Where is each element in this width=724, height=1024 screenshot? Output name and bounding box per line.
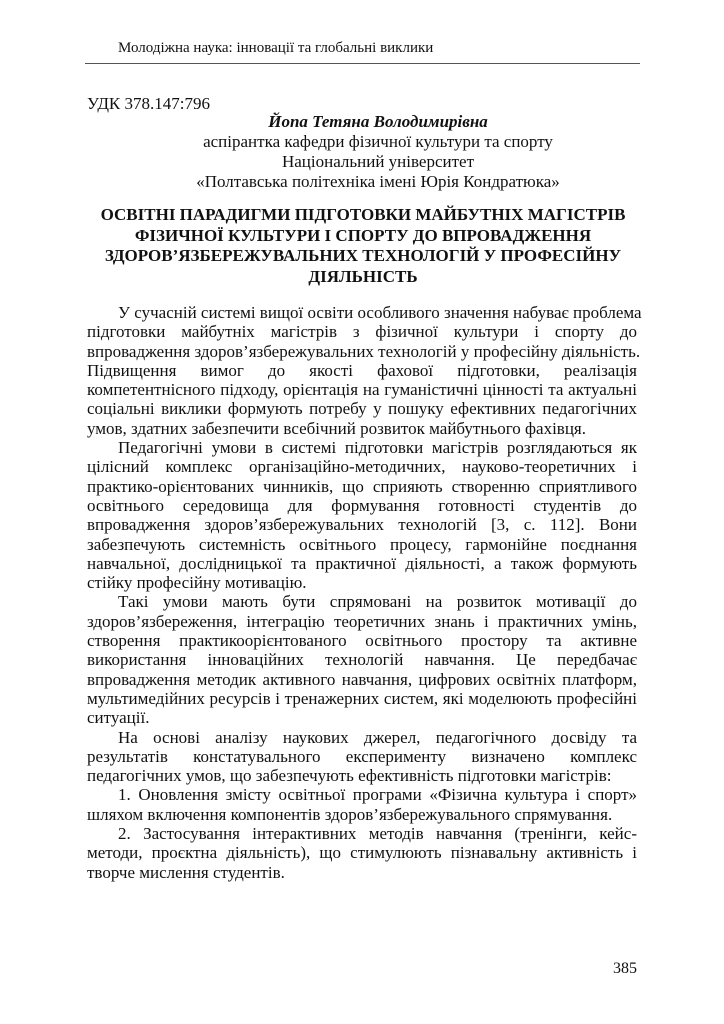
text-line: забезпечують системність освітнього процесу, гармонійне поєднання — [87, 534, 637, 554]
author-affiliation-line: Національний університет — [281, 152, 475, 171]
paragraph — [87, 592, 637, 727]
title-line: ОСВІТНІ ПАРАДИГМИ ПІДГОТОВКИ МАЙБУТНІХ МАГІСТРІВ — [100, 205, 626, 224]
text-line: компетентнісного підходу, орієнтація на гуманістичні цінності та актуальні — [87, 380, 637, 400]
text-line: Педагогічні умови в системі підготовки магістрів розглядаються як — [118, 438, 637, 458]
author-block — [87, 112, 639, 192]
text-line: практико-орієнтованих чинників, що сприяють створенню сприятливого — [87, 476, 637, 496]
text-line: шляхом включення компонентів здоров’язбережувального спрямування. — [87, 804, 613, 824]
text-line: цілісний комплекс організаційно-методичних, науково-теоретичних і — [87, 457, 637, 477]
text-line: методи, проєктна діяльність), що стимулюють пізнавальну активність і — [87, 843, 637, 863]
running-head: Молодіжна наука: інновації та глобальні виклики — [118, 40, 434, 56]
text-line: впровадження методик активного навчання, цифрових освітніх платформ, — [87, 669, 637, 689]
text-line: використання інноваційних технологій навчання. Це передбачає — [87, 650, 637, 670]
text-line: створення практикоорієнтованого освітнього простору та активне — [87, 631, 637, 651]
text-line: мультимедійних ресурсів і тренажерних систем, які моделюють професійні — [87, 688, 637, 708]
udk-code: УДК 378.147:796 — [87, 94, 210, 113]
paragraph — [87, 303, 642, 438]
title-line: ДІЯЛЬНІСТЬ — [308, 266, 418, 286]
header-divider — [85, 63, 640, 64]
author-affiliation-line: «Полтавська політехніка імені Юрія Кондратюка» — [196, 172, 560, 191]
text-line: стійку професійну мотивацію. — [87, 573, 307, 593]
text-line: 1. Оновлення змісту освітньої програми «Фізична культура і спорт» — [118, 785, 637, 805]
page-number: 385 — [613, 960, 637, 977]
text-line: здоров’язбереження, інтеграцію теоретичних знань і практичних умінь, — [87, 611, 637, 631]
text-line: творче мислення студентів. — [87, 862, 285, 882]
text-line: впровадження здоров’язбережувальних технологій у професійну діяльність. — [87, 341, 641, 361]
text-line: результатів констатувального експерименту визначено комплекс — [87, 746, 637, 766]
text-line: соціальні виклики формують потребу у пошуку ефективних педагогічних — [87, 399, 637, 419]
text-line: умов, здатних забезпечити всебічний розвиток майбутнього фахівця. — [87, 418, 586, 438]
text-line: підготовки майбутніх магістрів з фізичної культури і спорту до — [87, 322, 637, 342]
paragraph — [87, 438, 637, 592]
article-title — [87, 205, 639, 287]
text-line: навчальної, дослідницької та практичної діяльності, а також формують — [87, 553, 637, 573]
paragraph — [87, 785, 637, 824]
title-line: ЗДОРОВ’ЯЗБЕРЕЖУВАЛЬНИХ ТЕХНОЛОГІЙ У ПРОФЕСІЙНУ — [104, 246, 622, 265]
author-name: Йопа Тетяна Володимирівна — [268, 112, 488, 131]
text-line: 2. Застосування інтерактивних методів навчання (тренінги, кейс- — [118, 824, 637, 844]
text-line: На основі аналізу наукових джерел, педагогічного досвіду та — [118, 727, 637, 747]
text-line: педагогічних умов, що забезпечують ефективність підготовки магістрів: — [87, 766, 612, 786]
paragraph — [87, 824, 637, 882]
text-line: ситуації. — [87, 708, 150, 728]
text-line: Такі умови мають бути спрямовані на розвиток мотивації до — [118, 592, 637, 612]
author-affiliation-line: аспірантка кафедри фізичної культури та спорту — [203, 132, 553, 151]
text-line: У сучасній системі вищої освіти особливого значення набуває проблема — [118, 303, 642, 322]
paragraph — [87, 728, 637, 786]
text-line: впровадження здоров’язбережувальних технологій [3, с. 112]. Вони — [87, 515, 637, 535]
text-line: освітнього середовища для формування готовності студентів до — [87, 495, 637, 515]
article-body — [87, 303, 642, 882]
title-line: ФІЗИЧНОЇ КУЛЬТУРИ І СПОРТУ ДО ВПРОВАДЖЕННЯ — [134, 225, 592, 245]
text-line: Підвищення вимог до якості фахової підготовки, реалізація — [87, 360, 637, 380]
